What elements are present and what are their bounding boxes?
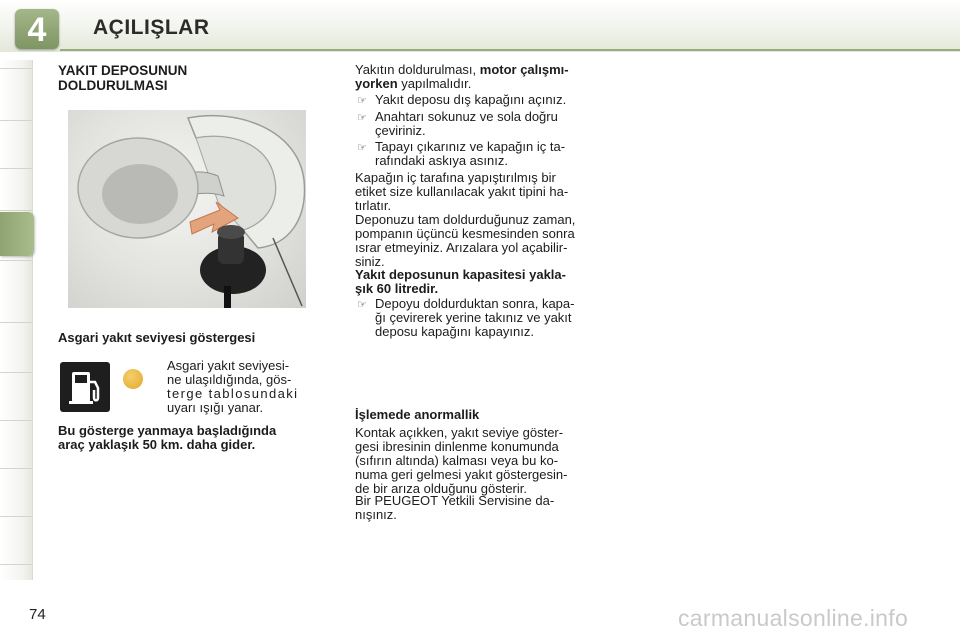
text-line: Deponuzu tam doldurduğunuz zaman, xyxy=(355,212,576,227)
text-line: tırlatır. xyxy=(355,198,392,213)
side-tab-divider xyxy=(0,120,32,121)
side-tab-strip xyxy=(0,60,33,580)
side-tab-divider xyxy=(0,468,32,469)
side-tab-divider xyxy=(0,372,32,373)
step-1 xyxy=(375,93,607,107)
chapter-number: 4 xyxy=(27,11,47,49)
text-line: numa geri gelmesi yakıt göstergesin- xyxy=(355,467,568,482)
text-line: Kapağın iç tarafına yapıştırılmış bir xyxy=(355,170,556,185)
text-line: rafındaki askıya asınız. xyxy=(375,153,508,168)
hand-pointer-icon: ☞ xyxy=(357,112,367,124)
text-line: Kontak açıkken, yakıt seviye göster- xyxy=(355,425,564,440)
warning-lamp-icon xyxy=(123,369,143,389)
gauge-text xyxy=(167,359,308,415)
text-line: araç yaklaşık 50 km. daha gider. xyxy=(58,437,256,452)
text-line: nışınız. xyxy=(355,507,397,522)
final-step xyxy=(375,297,607,339)
text-span: Yakıtın doldurulması, xyxy=(355,62,480,77)
intro-paragraph xyxy=(355,63,607,91)
text-line: siniz. xyxy=(355,254,385,269)
text-line: ne ulaşıldığında, gös- xyxy=(167,372,292,387)
text-line: şık 60 litredir. xyxy=(355,281,439,296)
chapter-badge xyxy=(15,9,59,49)
text-line: deposu kapağını kapayınız. xyxy=(375,324,535,339)
step-2 xyxy=(375,110,607,138)
fuel-pump-icon xyxy=(60,362,110,412)
text-line: Bir PEUGEOT Yetkili Servisine da- xyxy=(355,493,555,508)
text-line: Tapayı çıkarınız ve kapağın iç ta- xyxy=(375,139,566,154)
text-line: Yakıt deposu dış kapağını açınız. xyxy=(375,92,567,107)
side-tab-divider xyxy=(0,420,32,421)
text-line: Yakıt deposunun kapasitesi yakla- xyxy=(355,267,566,282)
text-line: pompanın üçüncü kesmesinden sonra xyxy=(355,226,575,241)
side-tab-divider xyxy=(0,210,32,211)
side-tab-divider xyxy=(0,168,32,169)
text-line: çeviriniz. xyxy=(375,123,426,138)
text-line: Asgari yakıt seviyesi- xyxy=(167,358,290,373)
page-number: 74 xyxy=(29,606,46,623)
gauge-title: Asgari yakıt seviyesi göstergesi xyxy=(58,330,256,345)
service-paragraph xyxy=(355,494,607,522)
side-tab-chapter-4[interactable] xyxy=(0,212,34,256)
hand-pointer-icon: ☞ xyxy=(357,95,367,107)
fault-title: İşlemede anormallik xyxy=(355,407,480,422)
gauge-note xyxy=(58,424,276,452)
side-tab-divider xyxy=(0,322,32,323)
side-tab-divider xyxy=(0,68,32,69)
side-tab-divider xyxy=(0,260,32,261)
capacity-note xyxy=(355,268,607,296)
header-rule xyxy=(60,49,960,51)
text-line: uyarı ışığı yanar. xyxy=(167,400,264,415)
text-span-bold: motor çalışmı- xyxy=(479,62,569,77)
text-line: ısrar etmeyiniz. Arızalara yol açabilir- xyxy=(355,240,568,255)
text-line: gesi ibresinin dinlenme konumunda xyxy=(355,439,559,454)
fuel-flap-illustration xyxy=(68,110,306,308)
text-line: ğı çevirerek yerine takınız ve yakıt xyxy=(375,310,572,325)
step-3 xyxy=(375,140,607,168)
side-tab-divider xyxy=(0,564,32,565)
section-title-line: DOLDURULMASI xyxy=(58,78,168,93)
watermark: carmanualsonline.info xyxy=(678,605,909,631)
section-title xyxy=(58,63,187,93)
text-line: terge tablosundaki xyxy=(167,386,299,401)
text-span-bold: yorken xyxy=(355,76,398,91)
fuel-flap-photo xyxy=(68,110,306,308)
hand-pointer-icon: ☞ xyxy=(357,299,367,311)
side-tab-divider xyxy=(0,516,32,517)
fuel-pump-glyph xyxy=(60,362,110,412)
hand-pointer-icon: ☞ xyxy=(357,142,367,154)
text-line: Anahtarı sokunuz ve sola doğru xyxy=(375,109,558,124)
text-span: yapılmalıdır. xyxy=(397,76,472,91)
text-line: Bu gösterge yanmaya başladığında xyxy=(58,423,277,438)
fill-paragraph xyxy=(355,213,607,269)
text-line: etiket size kullanılacak yakıt tipini ha- xyxy=(355,184,569,199)
text-line: de bir arıza olduğunu gösterir. xyxy=(355,481,527,496)
section-title-line: YAKIT DEPOSUNUN xyxy=(58,63,188,78)
text-line: Depoyu doldurduktan sonra, kapa- xyxy=(375,296,575,311)
chapter-title: AÇILIŞLAR xyxy=(93,16,210,39)
label-paragraph xyxy=(355,171,607,213)
text-line: (sıfırın altında) kalması veya bu ko- xyxy=(355,453,559,468)
fault-paragraph xyxy=(355,426,607,496)
